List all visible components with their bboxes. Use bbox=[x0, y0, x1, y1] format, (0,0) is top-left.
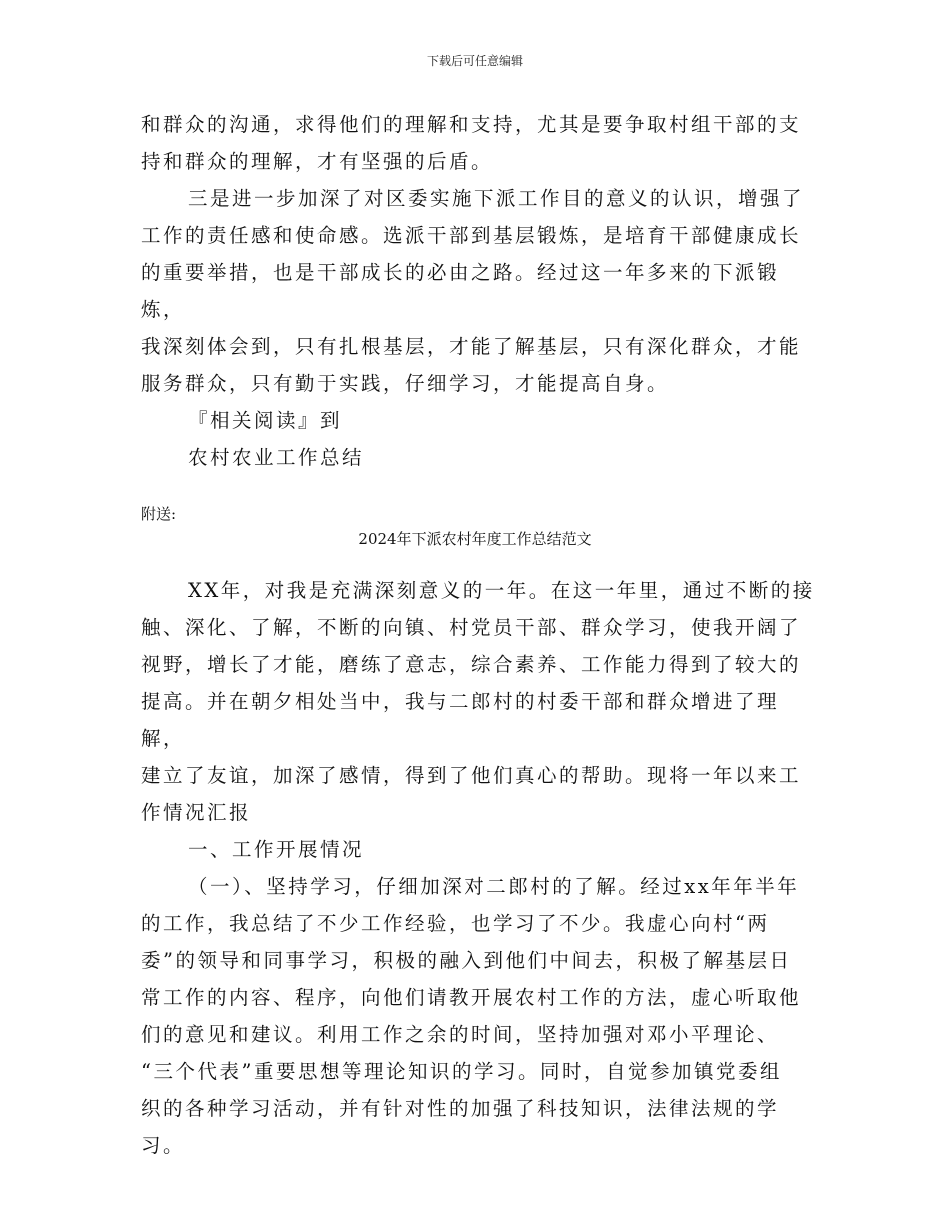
text-line: 持和群众的理解，才有坚强的后盾。 bbox=[141, 150, 494, 173]
text-line: 常工作的内容、程序，向他们请教开展农村工作的方法，虚心听取他 bbox=[141, 986, 802, 1009]
text-line: 织的各种学习活动，并有针对性的加强了科技知识，法律法规的学习。 bbox=[141, 1097, 780, 1157]
text-line: 提高。并在朝夕相处当中，我与二郎村的村委干部和群众增进了理解， bbox=[141, 690, 780, 750]
text-line: 和群众的沟通，求得他们的理解和支持，尤其是要争取村组干部的支 bbox=[141, 113, 802, 136]
section-heading: 一、工作开展情况 bbox=[188, 838, 365, 861]
text-line: 作情况汇报 bbox=[141, 801, 252, 824]
text-line: 们的意见和建议。利用工作之余的时间，坚持加强对邓小平理论、 bbox=[141, 1023, 780, 1046]
text-line: 工作的责任感和使命感。选派干部到基层锻炼，是培育干部健康成长 bbox=[141, 224, 802, 247]
text-line: （一）、坚持学习，仔细加深对二郎村的了解。经过xx年年半年 bbox=[188, 875, 800, 898]
related-reading-link[interactable]: 农村农业工作总结 bbox=[188, 446, 365, 469]
section-2 bbox=[141, 572, 821, 1164]
text-line: 的重要举措，也是干部成长的必由之路。经过这一年多来的下派锻炼， bbox=[141, 261, 780, 321]
document-title: 2024年下派农村年度工作总结范文 bbox=[358, 530, 592, 548]
text-line: 建立了友谊，加深了感情，得到了他们真心的帮助。现将一年以来工 bbox=[141, 764, 802, 787]
text-line: 视野，增长了才能，磨练了意志，综合素养、工作能力得到了较大的 bbox=[141, 653, 802, 676]
text-line: 委”的领导和同事学习，积极的融入到他们中间去，积极了解基层日 bbox=[141, 949, 792, 972]
related-reading-label: 『相关阅读』到 bbox=[188, 409, 343, 432]
text-line: 的工作，我总结了不少工作经验，也学习了不少。我虚心向村“两 bbox=[141, 912, 770, 935]
text-line: 服务群众，只有勤于实践，仔细学习，才能提高自身。 bbox=[141, 372, 670, 395]
text-line: 我深刻体会到，只有扎根基层，才能了解基层，只有深化群众，才能 bbox=[141, 335, 802, 358]
text-line: 三是进一步加深了对区委实施下派工作目的意义的认识，增强了 bbox=[188, 187, 805, 210]
page-header: 下载后可任意编辑 bbox=[426, 54, 523, 68]
text-line: XX年，对我是充满深刻意义的一年。在这一年里，通过不断的接 bbox=[188, 579, 815, 602]
text-line: 触、深化、了解，不断的向镇、村党员干部、群众学习，使我开阔了 bbox=[141, 616, 802, 639]
section-1 bbox=[141, 106, 821, 476]
appendix-label: 附送: bbox=[141, 505, 177, 523]
text-line: “三个代表”重要思想等理论知识的学习。同时，自觉参加镇党委组 bbox=[141, 1060, 782, 1083]
